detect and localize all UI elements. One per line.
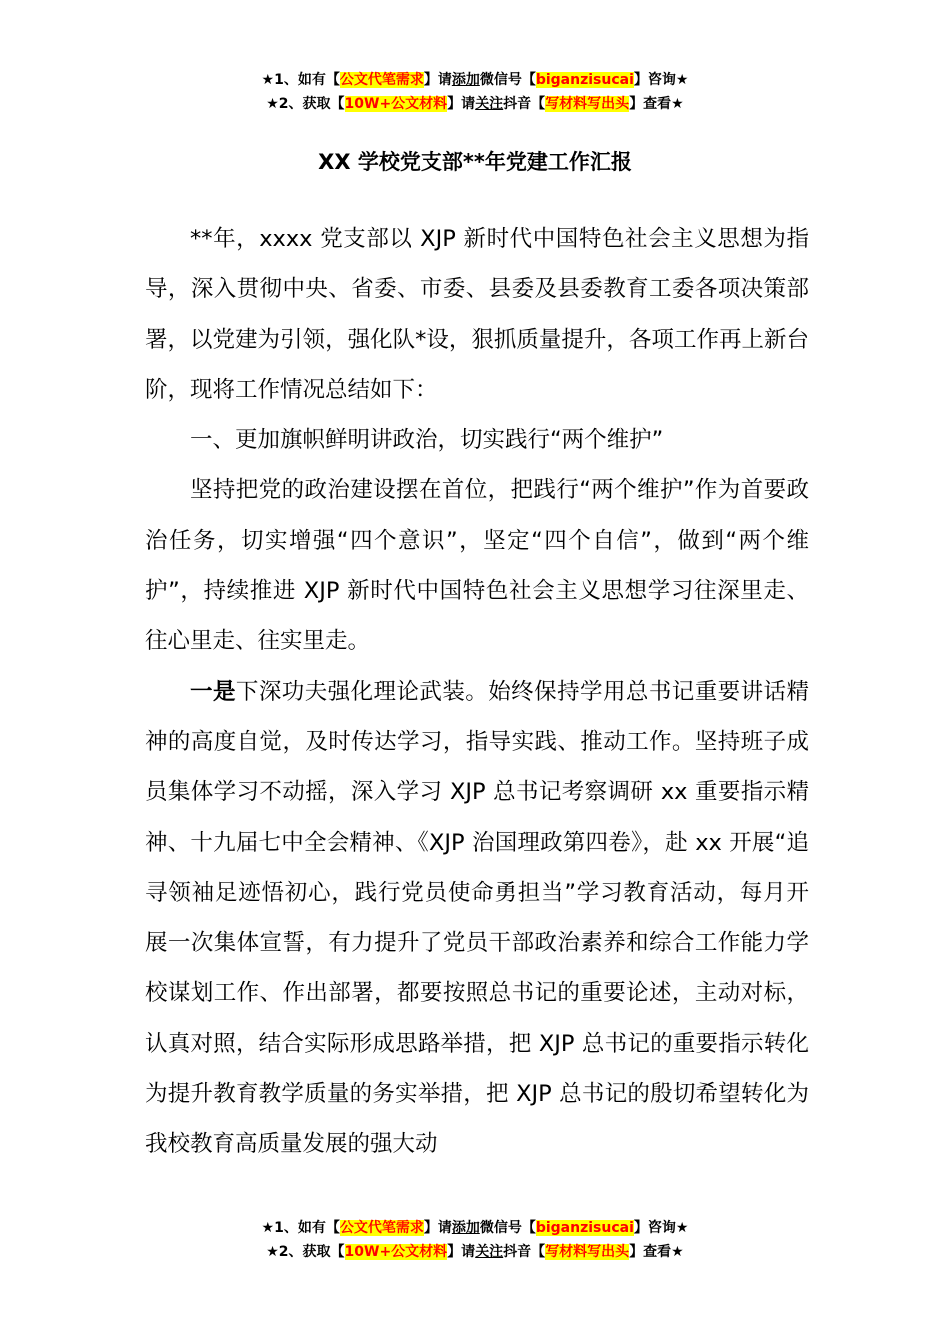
banner-highlight: biganzisucai xyxy=(535,1220,634,1236)
header-banner xyxy=(0,68,950,116)
document-body xyxy=(145,214,809,1170)
banner-underline-text: 关注 xyxy=(475,1244,504,1260)
paragraph-point-1 xyxy=(145,667,809,1170)
banner-underline-text: 关注 xyxy=(475,96,504,112)
banner-highlight: 公文代笔需求 xyxy=(339,1220,424,1236)
banner-text: 】请 xyxy=(423,1220,452,1236)
banner-line-2 xyxy=(0,92,950,116)
banner-text: 】咨询★ xyxy=(633,72,689,88)
section-heading-1: 一、更加旗帜鲜明讲政治，切实践行“两个维护” xyxy=(190,427,664,454)
paragraph-section-1: 坚持把党的政治建设摆在首位，把践行“两个维护”作为首要政治任务，切实增强“四个意识”，坚定“四个自信”，做到“两个维护”，持续推进 XJP 新时代中国特色社会主义思想学习往深里走、往心里走、往实里走。 xyxy=(145,477,809,655)
banner-text: 】查看★ xyxy=(629,1244,684,1260)
banner-highlight: 写材料写出头 xyxy=(545,96,630,112)
banner-text: 抖音【 xyxy=(503,1244,546,1260)
banner-line-1 xyxy=(0,68,950,92)
paragraph-intro: **年，xxxx 党支部以 XJP 新时代中国特色社会主义思想为指导，深入贯彻中央、省委、市委、县委及县委教育工委各项决策部署，以党建为引领，强化队*设，狠抓质量提升，各项工作再上新台阶，现将工作情况总结如下： xyxy=(145,226,809,403)
banner-highlight: 写材料写出头 xyxy=(545,1244,630,1260)
point-label: 一是 xyxy=(190,678,236,705)
banner-highlight: 公文代笔需求 xyxy=(339,72,424,88)
banner-line-2 xyxy=(0,1240,950,1264)
banner-line-1 xyxy=(0,1216,950,1240)
footer-banner xyxy=(0,1216,950,1264)
banner-text: ★1、如有【 xyxy=(261,72,340,88)
banner-underline-text: 添加 xyxy=(451,72,480,88)
banner-text: 】查看★ xyxy=(629,96,684,112)
banner-text: ★1、如有【 xyxy=(261,1220,340,1236)
banner-highlight: 10W+公文材料 xyxy=(344,96,448,112)
banner-highlight: 10W+公文材料 xyxy=(344,1244,448,1260)
banner-underline-text: 添加 xyxy=(451,1220,480,1236)
banner-text: ★2、获取【 xyxy=(266,1244,345,1260)
banner-text: 】请 xyxy=(423,72,452,88)
document-title: XX 学校党支部**年党建工作汇报 xyxy=(318,150,632,174)
banner-text: 】请 xyxy=(447,1244,476,1260)
banner-text: 微信号【 xyxy=(479,72,536,88)
banner-text: 】咨询★ xyxy=(633,1220,689,1236)
banner-text: 微信号【 xyxy=(479,1220,536,1236)
banner-text: 】请 xyxy=(447,96,476,112)
banner-text: 抖音【 xyxy=(503,96,546,112)
banner-highlight: biganzisucai xyxy=(535,72,634,88)
banner-text: ★2、获取【 xyxy=(266,96,345,112)
point-text: 下深功夫强化理论武装。始终保持学用总书记重要讲话精神的高度自觉，及时传达学习，指导实践、推动工作。坚持班子成员集体学习不动摇，深入学习 XJP 总书记考察调研 xx 重要指示精神、十九届七中全会精神、《XJP 治国理政第四卷》，赴 xx 开展“追寻领袖足迹悟初心，践行党员使命勇担当”学习教育活动，每月开展一次集体宣誓，有力提升了党员干部政治素养和综合工作能力学校谋划工作、作出部署，都要按照总书记的重要论述，主动对标，认真对照，结合实际形成思路举措，把 XJP 总书记的重要指示转化为提升教育教学质量的务实举措，把 XJP 总书记的殷切希望转化为我校教育高质量发展的强大动 xyxy=(145,678,809,1158)
